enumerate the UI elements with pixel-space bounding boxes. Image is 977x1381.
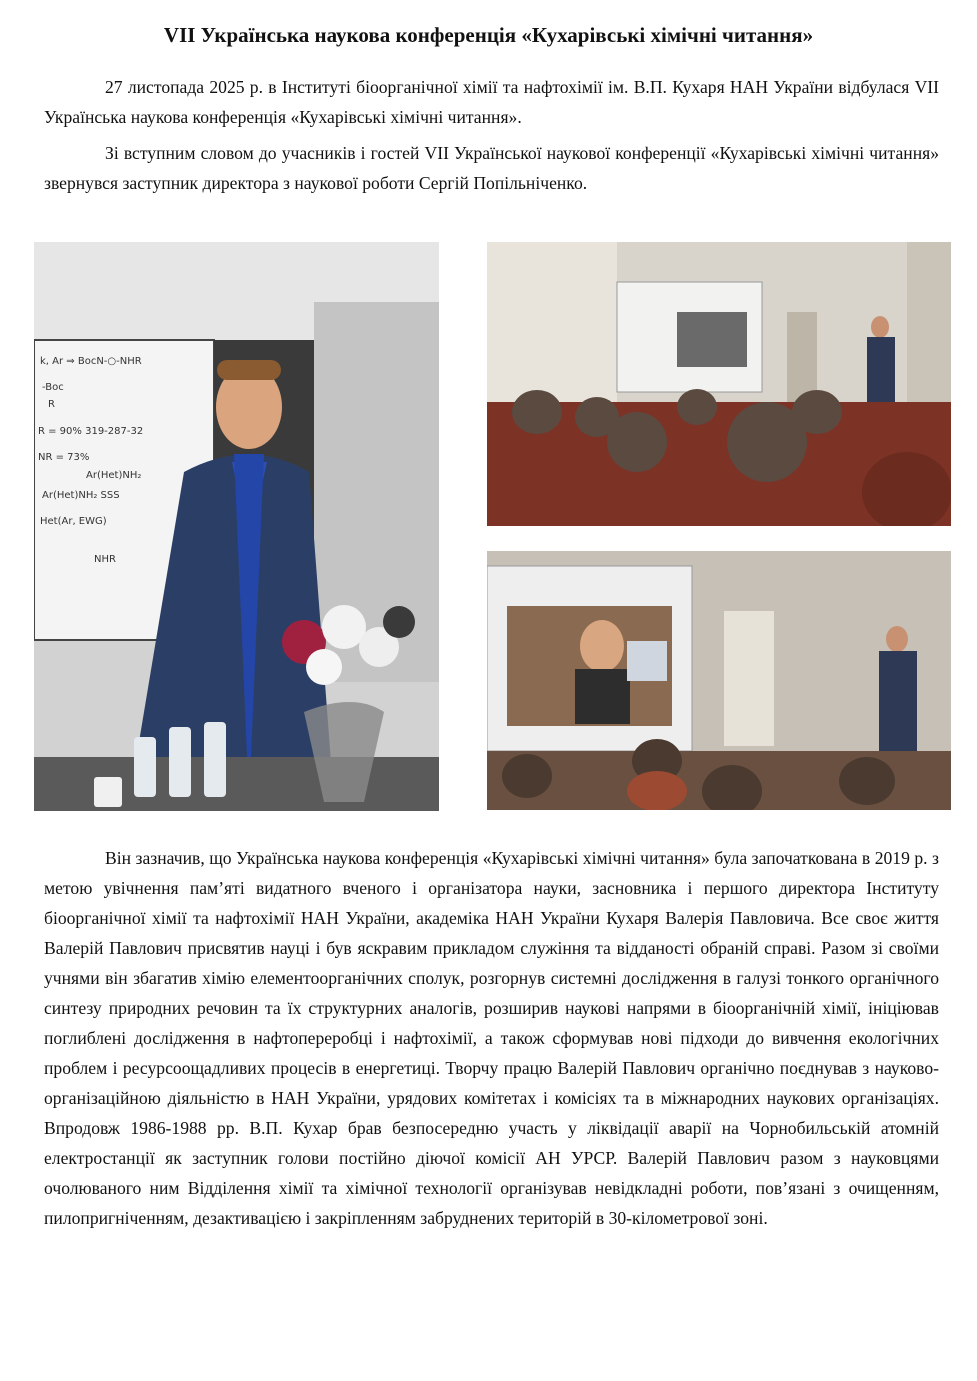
history-paragraph: Він зазначив, що Українська наукова конференція «Кухарівські хімічні читання» була започаткована в 2019 р. з метою увічнення пам’яті видатного вченого і організатора науки, засновника і першого директора Інституту біоорганічної хімії та нафтохімії НАН України, академіка НАН України Кухаря Валерія Павловича. Все своє життя Валерій Павлович присвятив науці і був яскравим прикладом служіння та відданості обраній справі. Разом зі своїми учнями він збагатив хімію елементоорганічних сполук, розгорнув системні дослідження в галузі тонкого органічного синтезу природних речовин та їх структурних аналогів, розширив наукові напрями в біоорганічній хімії, ініціював поглиблені дослідження в нафтопереробці і нафтохімії, а також сформував нові підходи до вивчення екологічних проблем і ресурсоощадливих процесів в енергетиці. Творчу працю Валерій Павлович органічно поєднував з науково-організаційною діяльністю в НАН України, урядових комітетах і комісіях та в міжнародних наукових організаціях. Впродовж 1986-1988 рр. В.П. Кухар брав безпосередню участь у ліквідації аварії на Чорнобильській атомній електростанції як заступник голови постійно діючої комісії АН УРСР. Валерій Павлович разом з науковцями очолюваного ним Відділення хімії та хімічної технології організував невідкладні роботи, пов’язані з очищенням, пилопригніченням, дезактивацією і закріпленням забруднених територій в 30-кілометрової зоні. <box>44 848 939 1228</box>
whiteboard-line: k, Ar ⇒ BocN-○-NHR <box>40 356 142 367</box>
whiteboard-line: R = 90% 319-287-32 <box>38 426 144 437</box>
page-title: VII Українська наукова конференція «Кухарівські хімічні читання» <box>163 23 814 47</box>
whiteboard-line: Ar(Het)NH₂ <box>86 470 142 481</box>
opening-speech-paragraph: Зі вступним словом до учасників і гостей VII Української наукової конференції «Кухарівські хімічні читання» звернувся заступник директора з наукової роботи Сергій Попільніченко. <box>44 143 939 193</box>
whiteboard-line: Ar(Het)NH₂ SSS <box>42 490 120 501</box>
whiteboard-line: -Boc <box>42 382 64 393</box>
whiteboard-line: NR = 73% <box>38 452 90 463</box>
whiteboard-line: Het(Ar, EWG) <box>40 516 107 527</box>
whiteboard-line: NHR <box>94 554 116 565</box>
speaker-photo <box>34 242 439 811</box>
whiteboard-line: R <box>48 399 55 410</box>
intro-paragraph: 27 листопада 2025 р. в Інституті біоорганічної хімії та нафтохімії ім. В.П. Кухаря НАН України відбулася VII Українська наукова конференція «Кухарівські хімічні читання». <box>44 77 939 127</box>
portrait-projection-photo <box>487 551 951 810</box>
auditorium-photo <box>487 242 951 526</box>
